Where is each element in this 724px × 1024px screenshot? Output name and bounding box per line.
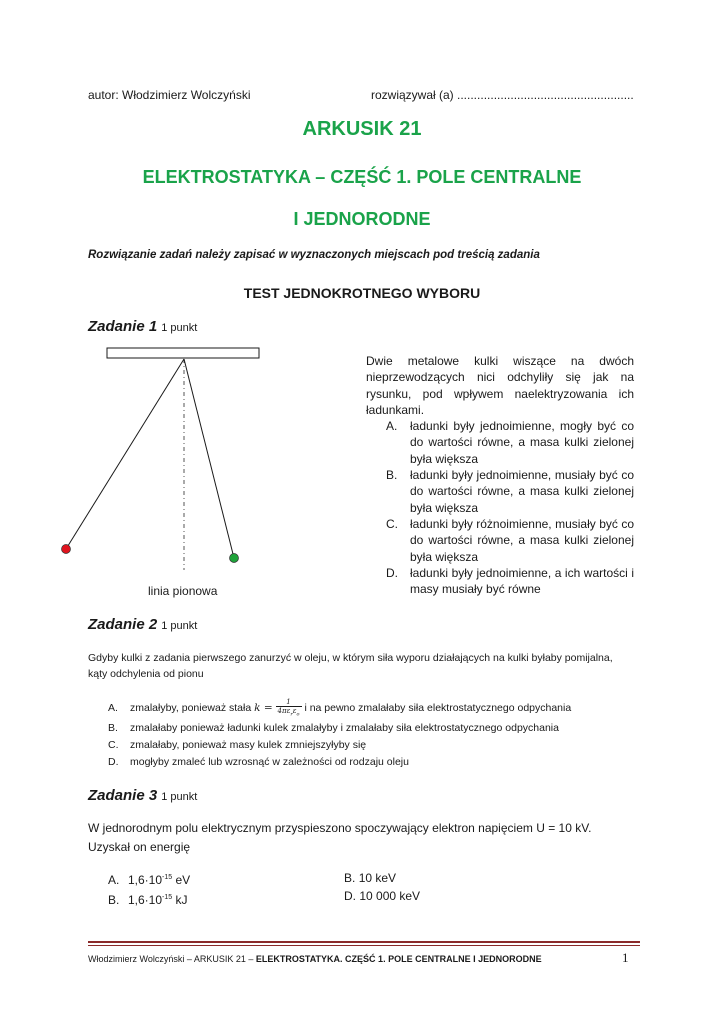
footer-topic: ELEKTROSTATYKA. CZĘŚĆ 1. POLE CENTRALNE I JEDNORODNE — [255, 954, 542, 964]
task2-option-b[interactable] — [108, 720, 571, 737]
task1-option-d[interactable] — [366, 565, 634, 598]
fraction-numerator: 1 — [276, 698, 302, 707]
task1-options — [366, 418, 634, 597]
option-text: ładunki były jednoimienne, musiały być co do wartości równe, a masa kulki zielonej była większa — [410, 468, 634, 515]
option-exponent: -15 — [162, 874, 173, 881]
task3-option-b[interactable] — [344, 869, 420, 887]
left-thread — [66, 359, 184, 549]
green-ball — [230, 554, 239, 563]
task1-option-b[interactable] — [366, 467, 634, 516]
option-text: mogłyby zmaleć lub wzrosnąć w zależności od rodzaju oleju — [130, 756, 409, 768]
task1-question: Dwie metalowe kulki wiszące na dwóch nieprzewodzących nici odchyliły się jak na rysunku, pod wpływem naelektryzowania ich ładunkami. — [366, 354, 634, 417]
option-letter: B. — [386, 468, 398, 483]
task2-option-c[interactable] — [108, 737, 571, 754]
option-unit: eV — [172, 873, 191, 887]
figure-label: linia pionowa — [148, 584, 218, 598]
option-text: zmalałyby, ponieważ stała — [130, 702, 252, 714]
task2-heading — [88, 616, 197, 633]
task3-option-c[interactable] — [108, 889, 190, 909]
formula-k: k = — [254, 702, 273, 714]
task3-points: 1 punkt — [161, 791, 198, 803]
task2-option-d[interactable] — [108, 754, 571, 771]
option-letter: D. — [108, 756, 119, 768]
option-letter: B. — [108, 722, 118, 734]
topic-title: ELEKTROSTATYKA – CZĘŚĆ 1. POLE CENTRALNE — [142, 167, 582, 187]
footer-rule-thin — [88, 945, 640, 946]
footer-rule — [88, 941, 640, 943]
task1-option-a[interactable] — [366, 418, 634, 467]
option-letter: D. — [344, 889, 356, 903]
page-number: 1 — [622, 950, 629, 965]
red-ball — [62, 545, 71, 554]
task3-option-d[interactable] — [344, 887, 420, 905]
task3-question-line2: Uzyskał on energię — [88, 840, 191, 854]
task3-question — [88, 819, 648, 857]
topic-title-continued: I JEDNORODNE — [293, 209, 431, 229]
task2-question: Gdyby kulki z zadania pierwszego zanurzyć w oleju, w którym siła wyporu działających na kulki byłaby pomijalna, kąty odchylenia od pionu — [88, 652, 613, 680]
task1-heading — [88, 318, 197, 335]
option-exponent: -15 — [162, 894, 173, 901]
test-heading: TEST JEDNOKROTNEGO WYBORU — [243, 285, 481, 301]
task3-options-right — [344, 869, 420, 905]
option-text: ładunki były jednoimienne, a ich wartości i masy musiały być równe — [410, 565, 634, 597]
option-letter: B. — [344, 871, 356, 885]
option-text-continued: i na pewno zmalałaby siła elektrostatycznego odpychania — [304, 702, 572, 714]
task1-points: 1 punkt — [161, 322, 198, 334]
task3-option-a[interactable] — [108, 869, 190, 889]
option-text: zmalałaby, ponieważ masy kulek zmniejszyłyby się — [130, 739, 367, 751]
footer-text — [88, 954, 542, 964]
footer-author: Włodzimierz Wolczyński – ARKUSIK 21 – — [88, 954, 256, 964]
fraction-denominator: $4\pi\varepsilon_r\varepsilon_o$ — [277, 707, 300, 718]
right-thread — [184, 359, 234, 558]
option-base: 1,6·10 — [128, 893, 163, 907]
option-text: ładunki były różnoimienne, musiały być co do wartości równe, a masa kulki zielonej była większa — [410, 516, 634, 564]
task2-points: 1 punkt — [161, 620, 198, 632]
option-unit: kJ — [172, 893, 188, 907]
task3-question-line1: W jednorodnym polu elektrycznym przyspieszono spoczywający elektron napięciem U = 10 kV. — [88, 821, 592, 835]
option-letter: C. — [386, 516, 398, 531]
coulomb-constant-fraction — [276, 698, 302, 718]
task3-heading — [88, 787, 197, 804]
task3-options-left — [108, 869, 190, 909]
task1-question-block — [366, 353, 634, 597]
option-letter: A. — [108, 873, 120, 887]
option-text: ładunki były jednoimienne, mogły być co do wartości równe, a masa kulki zielonej była większa — [410, 419, 634, 466]
option-letter: A. — [386, 419, 398, 434]
pendulum-figure — [55, 345, 270, 570]
option-text: zmalałaby ponieważ ładunki kulek zmalałyby i zmalałaby siła elektrostatycznego odpychania — [130, 722, 559, 734]
task2-option-a[interactable] — [108, 696, 571, 720]
sheet-title: ARKUSIK 21 — [302, 118, 422, 140]
instruction: Rozwiązanie zadań należy zapisać w wyznaczonych miejscach pod treścią zadania — [88, 249, 540, 261]
task1-label: Zadanie 1 — [88, 318, 158, 335]
author-line: autor: Włodzimierz Wolczyński — [88, 88, 251, 102]
support-bar — [107, 348, 259, 358]
option-letter: B. — [108, 893, 120, 907]
option-text: 10 keV — [358, 871, 397, 885]
task2-options — [108, 696, 571, 771]
option-letter: D. — [386, 565, 398, 580]
option-base: 1,6·10 — [128, 873, 163, 887]
option-letter: C. — [108, 739, 119, 751]
task1-option-c[interactable] — [366, 516, 634, 565]
option-text: 10 000 keV — [359, 889, 421, 903]
task2-label: Zadanie 2 — [88, 616, 158, 633]
task3-label: Zadanie 3 — [88, 787, 158, 804]
option-letter: A. — [108, 702, 118, 714]
solver-line: rozwiązywał (a) ..................................................... — [371, 88, 634, 102]
